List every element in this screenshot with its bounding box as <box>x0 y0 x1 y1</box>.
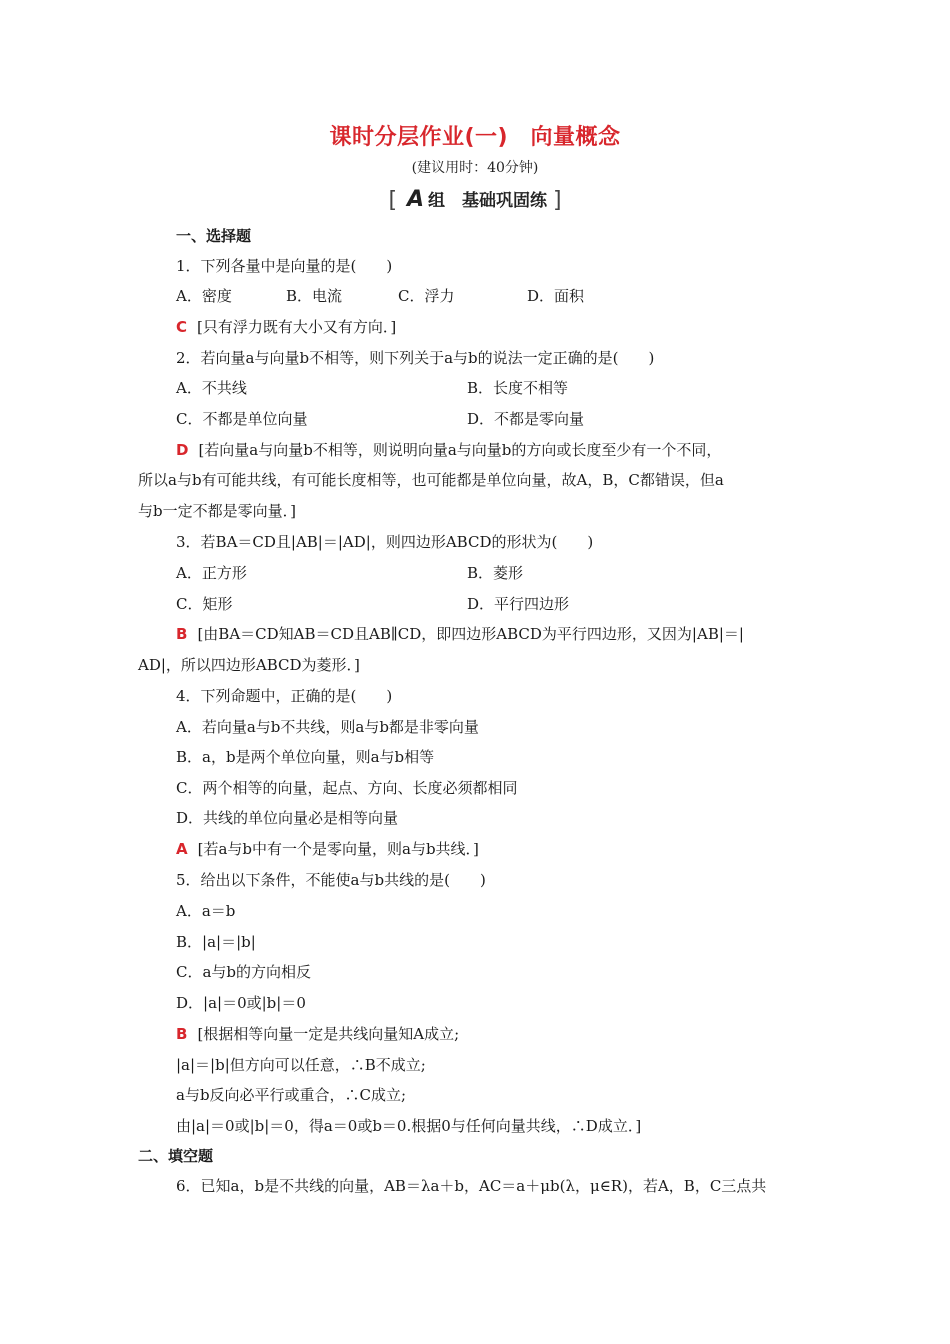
q4-option-c: C．两个相等的向量，起点、方向、长度必须都相同 <box>176 779 518 797</box>
section-choice: 一、选择题 <box>176 227 252 245</box>
q5-stem: 5．给出以下条件，不能使a与b共线的是( ) <box>176 871 486 889</box>
q1-answer: C <box>176 318 188 336</box>
q1-explanation: [只有浮力既有大小又有方向．] <box>197 318 397 336</box>
q3-stem: 3．若BA＝CD且|AB|＝|AD|，则四边形ABCD的形状为( ) <box>176 533 594 551</box>
q3-option-b: B．菱形 <box>467 564 524 582</box>
q2-explanation-1: [若向量a与向量b不相等，则说明向量a与向量b的方向或长度至少有一个不同， <box>198 441 722 459</box>
q2-option-c: C．不都是单位向量 <box>176 410 308 428</box>
q5-explanation-2: |a|＝|b|但方向可以任意，∴B不成立; <box>176 1056 426 1074</box>
q2-explanation-2: 所以a与b有可能共线，有可能长度相等，也可能都是单位向量，故A，B，C都错误，但a <box>138 471 724 489</box>
q3-explanation-2: AD|，所以四边形ABCD为菱形．] <box>138 656 360 674</box>
q2-answer: D <box>176 441 189 459</box>
group-banner <box>0 186 950 213</box>
q3-option-c: C．矩形 <box>176 595 233 613</box>
q2-stem: 2．若向量a与向量b不相等，则下列关于a与b的说法一定正确的是( ) <box>176 349 655 367</box>
q3-explanation-1: [由BA＝CD知AB＝CD且AB∥CD，即四边形ABCD为平行四边形，又因为|AB|＝| <box>197 625 744 643</box>
q3-answer-line <box>176 624 744 644</box>
q5-explanation-1: [根据相等向量一定是共线向量知A成立; <box>197 1025 460 1043</box>
banner-bracket-right: ] <box>552 188 562 213</box>
q4-answer: A <box>176 840 188 858</box>
q6-stem: 6．已知a，b是不共线的向量，AB＝λa＋b，AC＝a＋μb(λ，μ∈R)，若A，B，C三点共 <box>176 1177 767 1195</box>
q3-option-d: D．平行四边形 <box>467 595 570 613</box>
section-fill: 二、填空题 <box>138 1147 214 1165</box>
q4-option-d: D．共线的单位向量必是相等向量 <box>176 809 399 827</box>
q1-answer-line <box>176 317 396 337</box>
q5-explanation-4: 由|a|＝0或|b|＝0，得a＝0或b＝0.根据0与任何向量共线，∴D成立．] <box>176 1117 642 1135</box>
q1-stem: 1．下列各量中是向量的是( ) <box>176 257 393 275</box>
q5-option-c: C．a与b的方向相反 <box>176 963 312 981</box>
group-label: 组 基础巩固练 <box>428 191 548 211</box>
group-letter: A <box>406 187 425 212</box>
q4-stem: 4．下列命题中，正确的是( ) <box>176 687 393 705</box>
q2-option-b: B．长度不相等 <box>467 379 569 397</box>
q2-answer-line <box>176 440 721 460</box>
q1-option-c: C．浮力 <box>398 287 455 305</box>
q2-explanation-3: 与b一定不都是零向量．] <box>138 502 296 520</box>
q5-answer: B <box>176 1025 188 1043</box>
q4-answer-line <box>176 839 479 859</box>
q4-option-a: A．若向量a与b不共线，则a与b都是非零向量 <box>176 718 479 736</box>
q2-option-d: D．不都是零向量 <box>467 410 585 428</box>
q4-option-b: B．a，b是两个单位向量，则a与b相等 <box>176 748 435 766</box>
q2-option-a: A．不共线 <box>176 379 247 397</box>
q3-answer: B <box>176 625 188 643</box>
q3-option-a: A．正方形 <box>176 564 247 582</box>
q4-explanation: [若a与b中有一个是零向量，则a与b共线．] <box>197 840 479 858</box>
page-title: 课时分层作业(一) 向量概念 <box>329 125 621 150</box>
q1-option-a: A．密度 <box>176 287 232 305</box>
q1-option-b: B．电流 <box>286 287 343 305</box>
time-note: (建议用时：40分钟) <box>411 160 539 176</box>
q5-explanation-3: a与b反向必平行或重合，∴C成立; <box>176 1086 407 1104</box>
q5-answer-line <box>176 1024 459 1044</box>
q5-option-a: A．a＝b <box>176 902 236 920</box>
q1-option-d: D．面积 <box>527 287 585 305</box>
q5-option-b: B．|a|＝|b| <box>176 933 256 951</box>
banner-bracket-left: [ <box>388 188 398 213</box>
q5-option-d: D．|a|＝0或|b|＝0 <box>176 994 306 1012</box>
